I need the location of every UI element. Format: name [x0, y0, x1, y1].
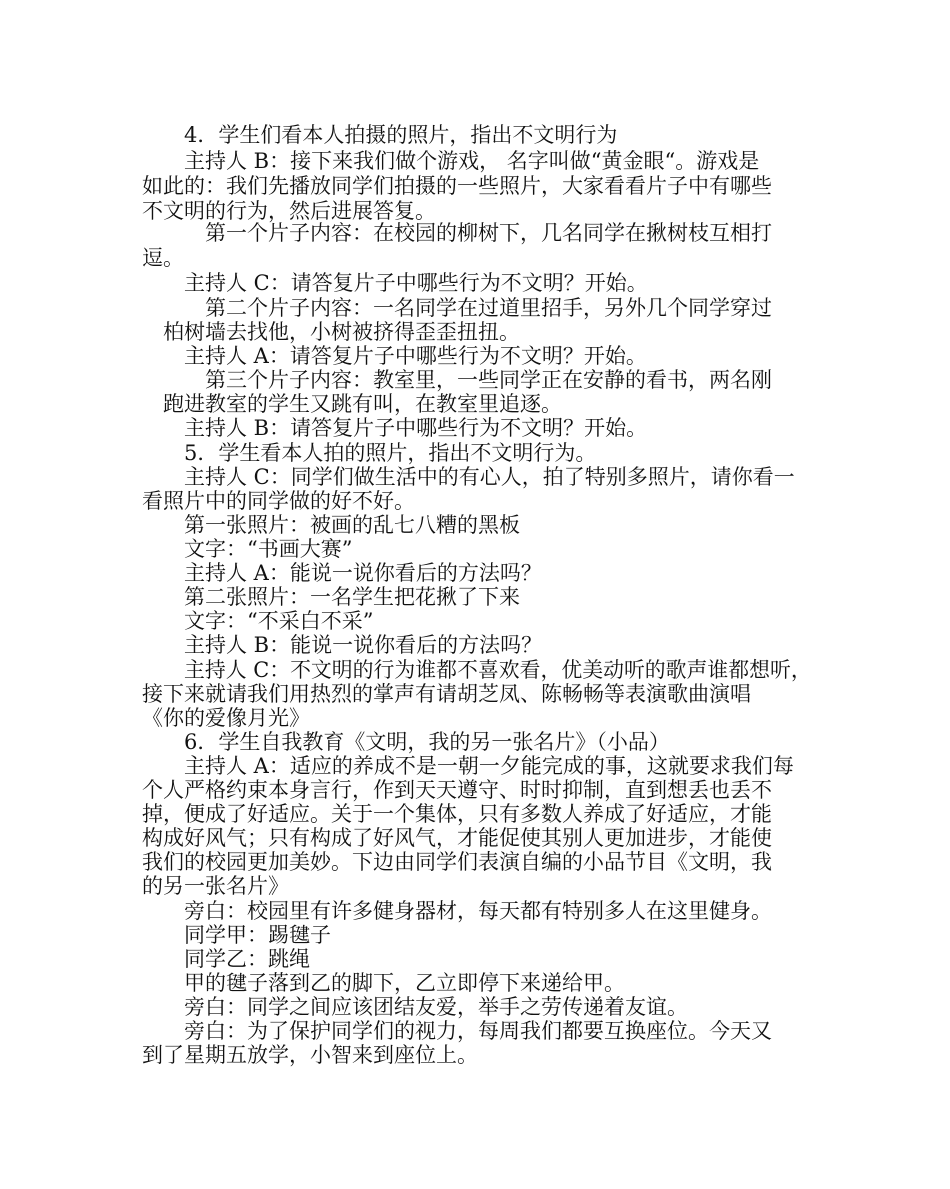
- text-line: 主持人 B：请答复片子中哪些行为不文明？开始。: [184, 416, 648, 440]
- text-line: 构成好风气；只有构成了好风气，才能促使其别人更加进步，才能使: [142, 826, 772, 850]
- text-line: 主持人 A：能说一说你看后的方法吗？: [184, 561, 542, 585]
- text-line: 我们的校园更加美妙。下边由同学们表演自编的小品节目《文明，我: [142, 850, 772, 874]
- text-line: 第二张照片：一名学生把花揪了下来: [184, 585, 520, 609]
- text-line: 掉，便成了好适应。关于一个集体，只有多数人养成了好适应，才能: [142, 802, 772, 826]
- text-line: 逗。: [142, 246, 184, 270]
- text-line: 第一个片子内容：在校园的柳树下，几名同学在揪树枝互相打: [205, 221, 772, 245]
- text-line: 如此的：我们先播放同学们拍摄的一些照片，大家看看片子中有哪些: [142, 174, 772, 198]
- text-line: 主持人 C：不文明的行为谁都不喜欢看，优美动听的歌声谁都想听，: [184, 658, 812, 682]
- text-line: 主持人 A：请答复片子中哪些行为不文明？开始。: [184, 344, 647, 368]
- text-line: 到了星期五放学，小智来到座位上。: [142, 1043, 478, 1067]
- text-line: 不文明的行为，然后进展答复。: [142, 199, 436, 223]
- text-line: 第二个片子内容：一名同学在过道里招手，另外几个同学穿过: [205, 296, 772, 320]
- text-line: 《你的爱像月光》: [142, 706, 310, 730]
- text-line: 甲的毽子落到乙的脚下，乙立即停下来递给甲。: [184, 971, 625, 995]
- text-line: 柏树墙去找他，小树被挤得歪歪扭扭。: [163, 320, 520, 344]
- text-line: 个人严格约束本身言行，作到天天遵守、时时抑制，直到想丢也丢不: [142, 778, 772, 802]
- text-line: 文字：“不采白不采”: [184, 609, 374, 633]
- text-line: 第一张照片：被画的乱七八糟的黑板: [184, 513, 520, 537]
- text-line: 4．学生们看本人拍摄的照片，指出不文明行为: [184, 123, 618, 147]
- text-line: 文字：“书画大赛”: [184, 537, 353, 561]
- text-line: 第三个片子内容：教室里，一些同学正在安静的看书，两名刚: [205, 368, 772, 392]
- text-line: 旁白：为了保护同学们的视力，每周我们都要互换座位。今天又: [184, 1019, 772, 1043]
- text-line: 6．学生自我教育《文明，我的另一张名片》（小品）: [184, 730, 670, 754]
- text-line: 主持人 C：同学们做生活中的有心人，拍了特别多照片，请你看一: [184, 465, 795, 489]
- text-line: 同学甲：踢毽子: [184, 923, 331, 947]
- text-line: 主持人 A：适应的养成不是一朝一夕能完成的事，这就要求我们每: [184, 754, 794, 778]
- text-line: 的另一张名片》: [142, 874, 289, 898]
- text-line: 跑进教室的学生又跳有叫，在教室里追逐。: [163, 392, 562, 416]
- text-line: 旁白：校园里有许多健身器材，每天都有特别多人在这里健身。: [184, 899, 772, 923]
- text-line: 主持人 B：接下来我们做个游戏， 名字叫做“黄金眼“。游戏是: [184, 149, 760, 173]
- text-line: 看照片中的同学做的好不好。: [142, 489, 415, 513]
- text-line: 主持人 C：请答复片子中哪些行为不文明？开始。: [184, 271, 648, 295]
- text-line: 主持人 B：能说一说你看后的方法吗？: [184, 633, 543, 657]
- text-line: 5．学生看本人拍的照片，指出不文明行为。: [184, 441, 597, 465]
- text-line: 同学乙：跳绳: [184, 947, 310, 971]
- text-line: 旁白：同学之间应该团结友爱，举手之劳传递着友谊。: [184, 995, 688, 1019]
- text-line: 接下来就请我们用热烈的掌声有请胡芝凤、陈畅畅等表演歌曲演唱: [142, 682, 751, 706]
